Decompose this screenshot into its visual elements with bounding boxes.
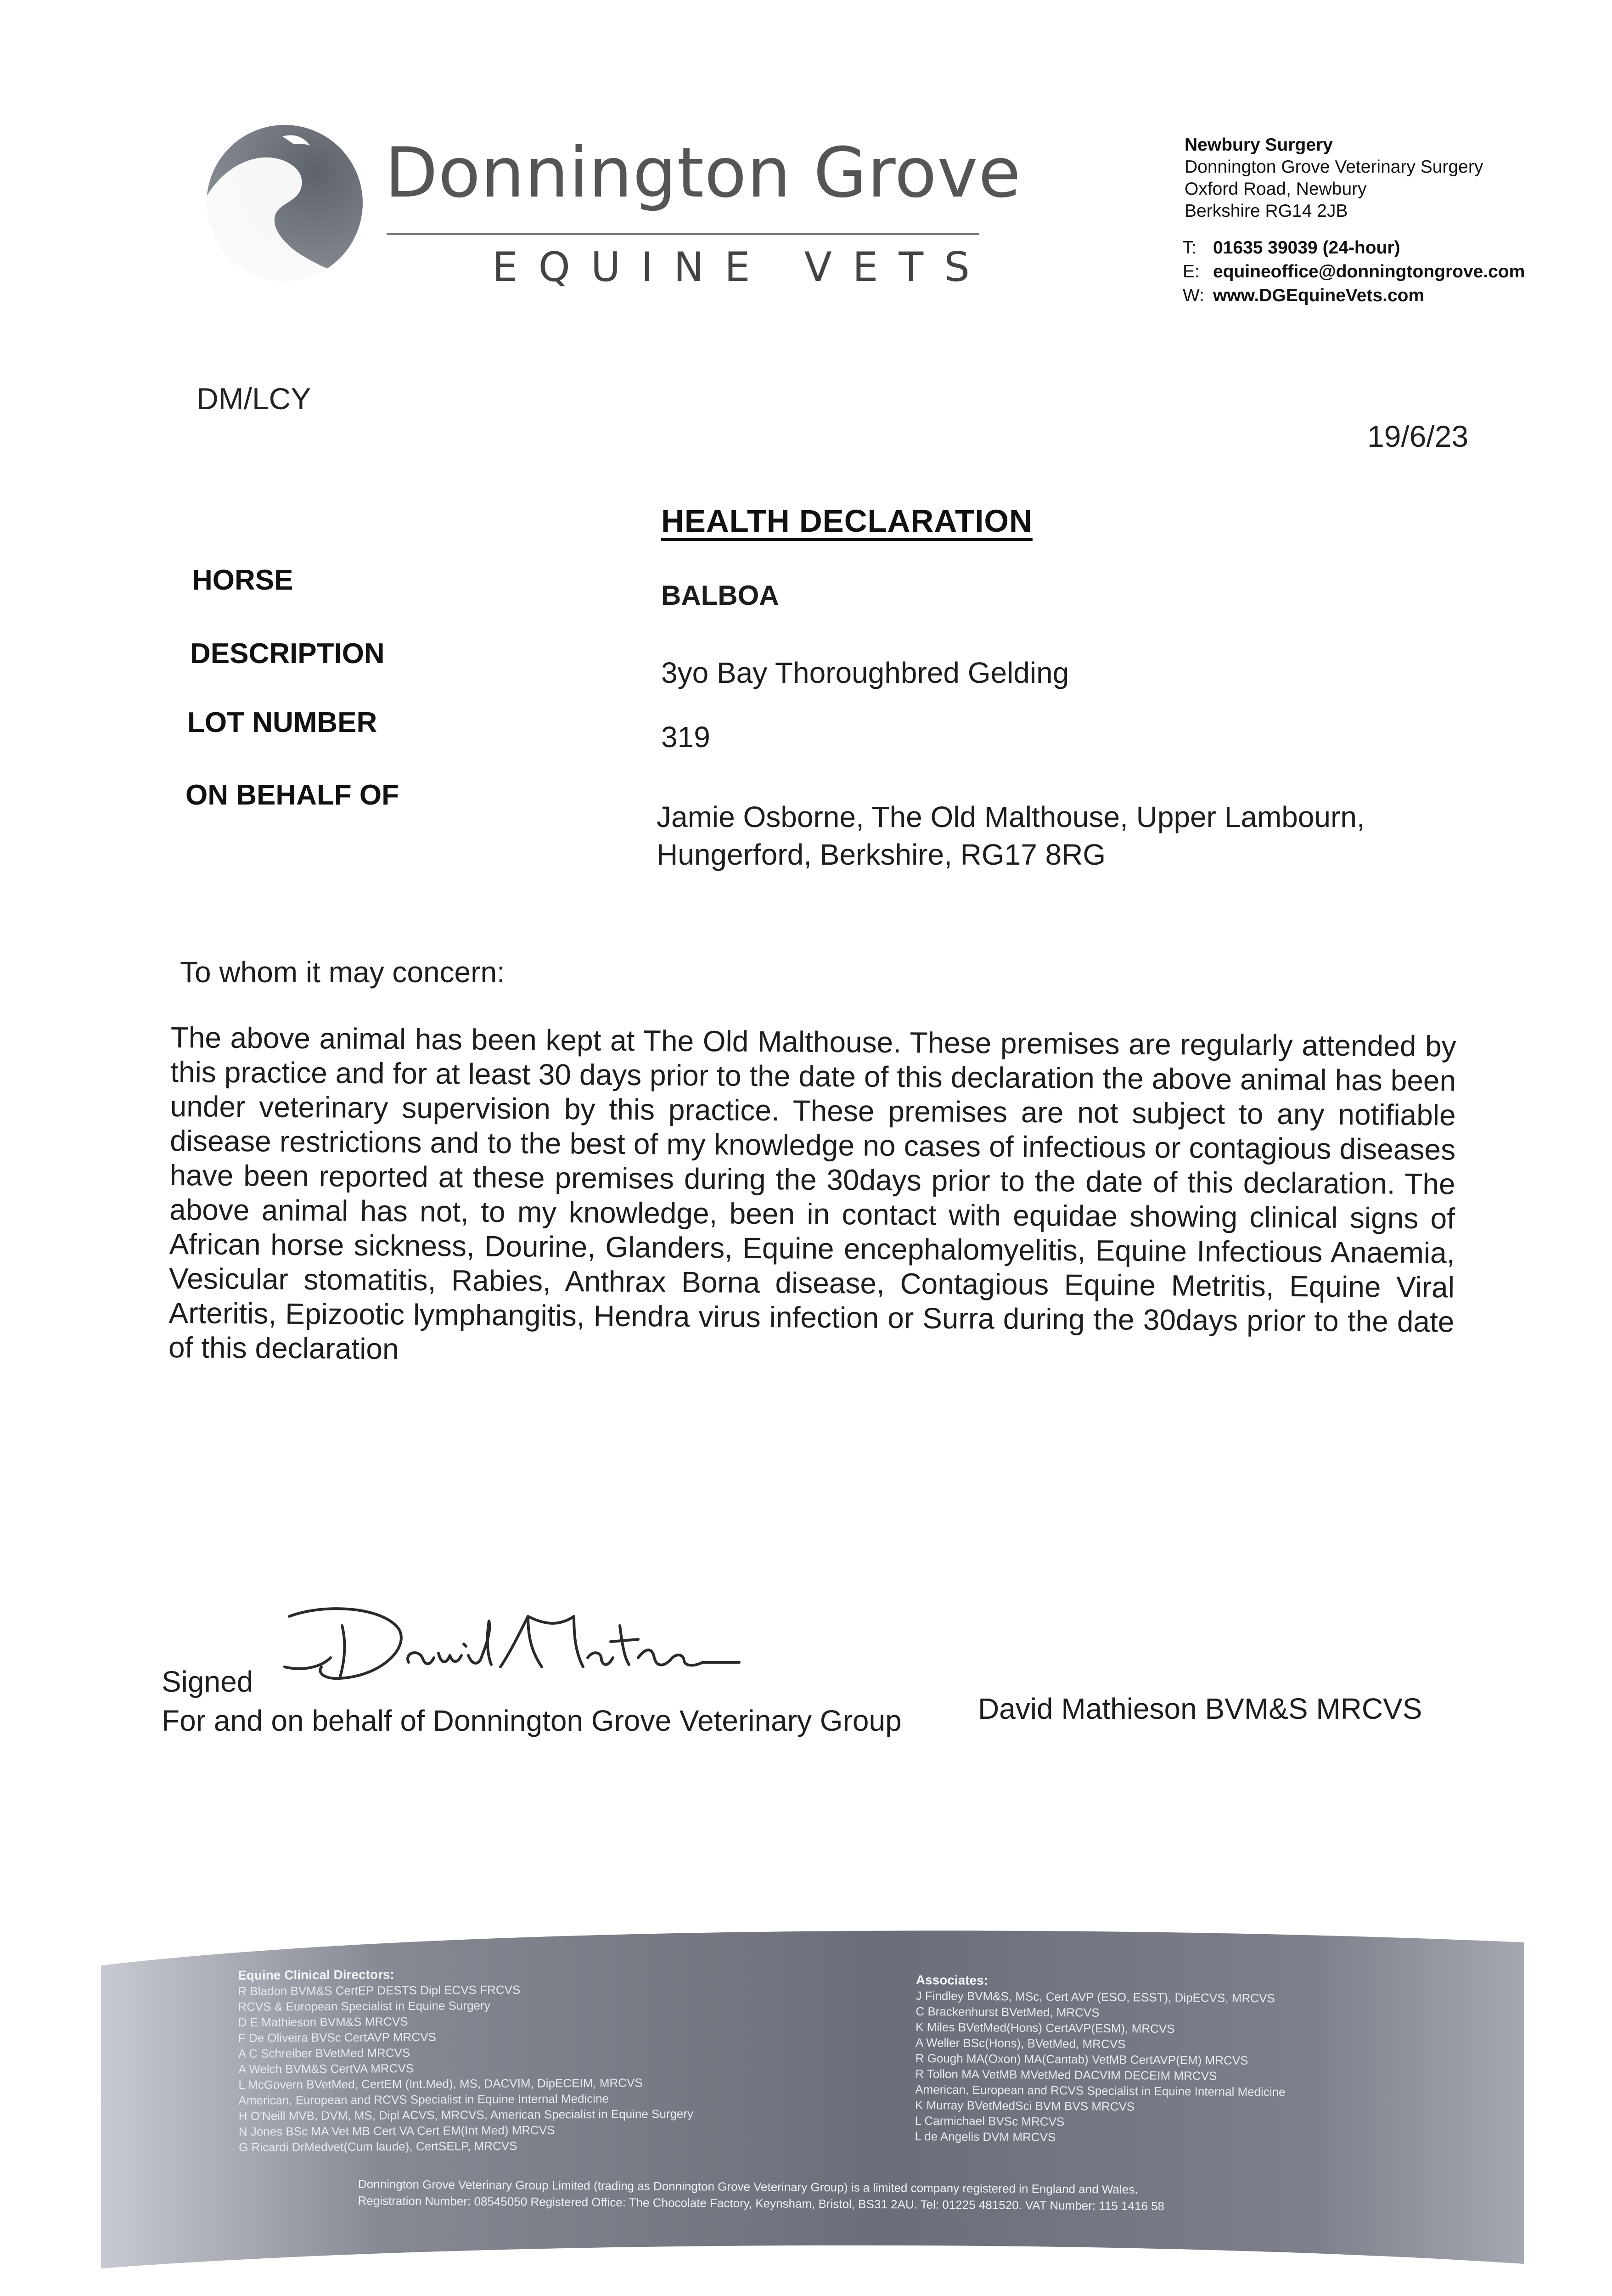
website-url: www.DGEquineVets.com bbox=[1213, 286, 1425, 305]
director-entry: A C Schreiber BVetMed MRCVS bbox=[238, 2046, 410, 2060]
directors-heading: Equine Clinical Directors: bbox=[238, 1967, 394, 1982]
associate-entry: K Murray BVetMedSci BVM BVS MRCVS bbox=[915, 2098, 1135, 2114]
associate-entry: A Weller BSc(Hons), BVetMed, MRCVS bbox=[915, 2035, 1126, 2051]
address-block bbox=[1185, 134, 1483, 222]
footer-company-info bbox=[358, 2176, 1164, 2214]
declaration-body: The above animal has been kept at The Old Malthouse. These premises are regularly attended by this practice and for at least 30 days prior to the date of this declaration the above animal has been under veterinary supervision by this practice. These premises are not subject to any notifiable disease restrictions and to the best of my knowledge no cases of infectious or contagious diseases have been reported at these premises during the 30days prior to the date of this declaration. The above animal has not, to my knowledge, been in contact with equidae showing clinical signs of African horse sickness, Dourine, Glanders, Equine encephalomyelitis, Equine Infectious Anaemia, Vesicular stomatitis, Rabies, Anthrax Borna disease, Contagious Equine Metritis, Equine Viral Arteritis, Epizootic lymphangitis, Hendra virus infection or Surra during the 30days prior to the date of this declaration bbox=[168, 1021, 1456, 1366]
company-line: Registration Number: 08545050 Registered Office: The Chocolate Factory, Keynsham, Bristol, BS31 2AU. Tel: 01225 481520. VAT Number: 115 1416 58 bbox=[358, 2193, 1165, 2213]
signed-label: Signed bbox=[162, 1665, 253, 1698]
address-line: Berkshire RG14 2JB bbox=[1185, 201, 1348, 221]
associate-entry: L de Angelis DVM MRCVS bbox=[915, 2129, 1056, 2144]
contact-label: T: bbox=[1183, 238, 1197, 258]
associate-entry: R Tollon MA VetMB MVetMed DACVIM DECEIM MRCVS bbox=[915, 2066, 1217, 2083]
lot-number-value: 319 bbox=[661, 720, 710, 754]
director-entry: D E Mathieson BVM&S MRCVS bbox=[238, 2015, 408, 2029]
contact-email bbox=[1183, 260, 1525, 284]
owner-address-line: Jamie Osborne, The Old Malthouse, Upper Lambourn, bbox=[657, 800, 1365, 833]
address-line: Donnington Grove Veterinary Surgery bbox=[1185, 157, 1483, 177]
director-entry: N Jones BSc MA Vet MB Cert VA Cert EM(Int Med) MRCVS bbox=[238, 2123, 555, 2138]
director-entry: R Bladon BVM&S CertEP DESTS Dipl ECVS FRCVS bbox=[238, 1982, 521, 1998]
on-behalf-of-value bbox=[657, 798, 1365, 873]
behalf-of-group: For and on behalf of Donnington Grove Veterinary Group bbox=[162, 1704, 902, 1737]
document-date: 19/6/23 bbox=[1367, 419, 1469, 453]
lot-number-label: LOT NUMBER bbox=[187, 707, 377, 738]
associate-entry: R Gough MA(Oxon) MA(Cantab) VetMB CertAVP(EM) MRCVS bbox=[915, 2051, 1248, 2068]
footer-associates bbox=[915, 1972, 1286, 2147]
company-line: Donnington Grove Veterinary Group Limited (trading as Donnington Grove Veterinary Group) is a limited company registered in England and Wales. bbox=[358, 2177, 1138, 2196]
description-label: DESCRIPTION bbox=[190, 638, 385, 670]
address-line: Oxford Road, Newbury bbox=[1185, 179, 1367, 199]
brand-name: Donnington Grove bbox=[385, 133, 1022, 213]
document-title: HEALTH DECLARATION bbox=[661, 503, 1033, 539]
horse-label: HORSE bbox=[192, 564, 293, 596]
associate-entry: L Carmichael BVSc MRCVS bbox=[915, 2113, 1065, 2129]
associates-heading: Associates: bbox=[916, 1973, 989, 1988]
handwritten-signature bbox=[271, 1598, 748, 1704]
contact-block bbox=[1183, 236, 1525, 308]
on-behalf-of-label: ON BEHALF OF bbox=[185, 779, 399, 811]
signer-name: David Mathieson BVM&S MRCVS bbox=[978, 1692, 1422, 1725]
contact-label: W: bbox=[1183, 286, 1204, 305]
director-entry: American, European and RCVS Specialist in Equine Internal Medicine bbox=[238, 2091, 609, 2107]
brand-subtitle: EQUINE VETS bbox=[492, 243, 991, 291]
description-value: 3yo Bay Thoroughbred Gelding bbox=[661, 656, 1069, 689]
director-entry: RCVS & European Specialist in Equine Surgery bbox=[238, 1998, 490, 2014]
director-entry: H O'Neill MVB, DVM, MS, Dipl ACVS, MRCVS, American Specialist in Equine Surgery bbox=[238, 2106, 694, 2123]
salutation: To whom it may concern: bbox=[180, 956, 505, 989]
horse-head-logo-icon bbox=[202, 120, 367, 286]
brand-divider bbox=[387, 233, 979, 235]
associate-entry: C Brackenhurst BVetMed, MRCVS bbox=[916, 2004, 1100, 2020]
associate-entry: J Findley BVM&S, MSc, Cert AVP (ESO, ESST), DipECVS, MRCVS bbox=[916, 1988, 1275, 2005]
director-entry: G Ricardi DrMedvet(Cum laude), CertSELP, MRCVS bbox=[238, 2138, 517, 2154]
phone-number: 01635 39039 (24-hour) bbox=[1213, 238, 1400, 258]
email-address: equineoffice@donningtongrove.com bbox=[1213, 262, 1525, 281]
associate-entry: American, European and RCVS Specialist in Equine Internal Medicine bbox=[915, 2082, 1286, 2099]
director-entry: A Welch BVM&S CertVA MRCVS bbox=[238, 2061, 414, 2076]
contact-website bbox=[1183, 284, 1525, 308]
horse-value: BALBOA bbox=[661, 580, 779, 611]
footer-directors bbox=[238, 1965, 694, 2155]
associate-entry: K Miles BVetMed(Hons) CertAVP(ESM), MRCVS bbox=[916, 2020, 1175, 2036]
director-entry: L McGovern BVetMed, CertEM (Int.Med), MS, DACVIM, DipECEIM, MRCVS bbox=[238, 2076, 643, 2092]
contact-label: E: bbox=[1183, 262, 1200, 281]
contact-phone bbox=[1183, 236, 1525, 260]
director-entry: F De Oliveira BVSc CertAVP MRCVS bbox=[238, 2030, 436, 2045]
address-line: Newbury Surgery bbox=[1185, 135, 1333, 155]
reference-code: DM/LCY bbox=[197, 382, 311, 416]
owner-address-line: Hungerford, Berkshire, RG17 8RG bbox=[657, 838, 1106, 871]
